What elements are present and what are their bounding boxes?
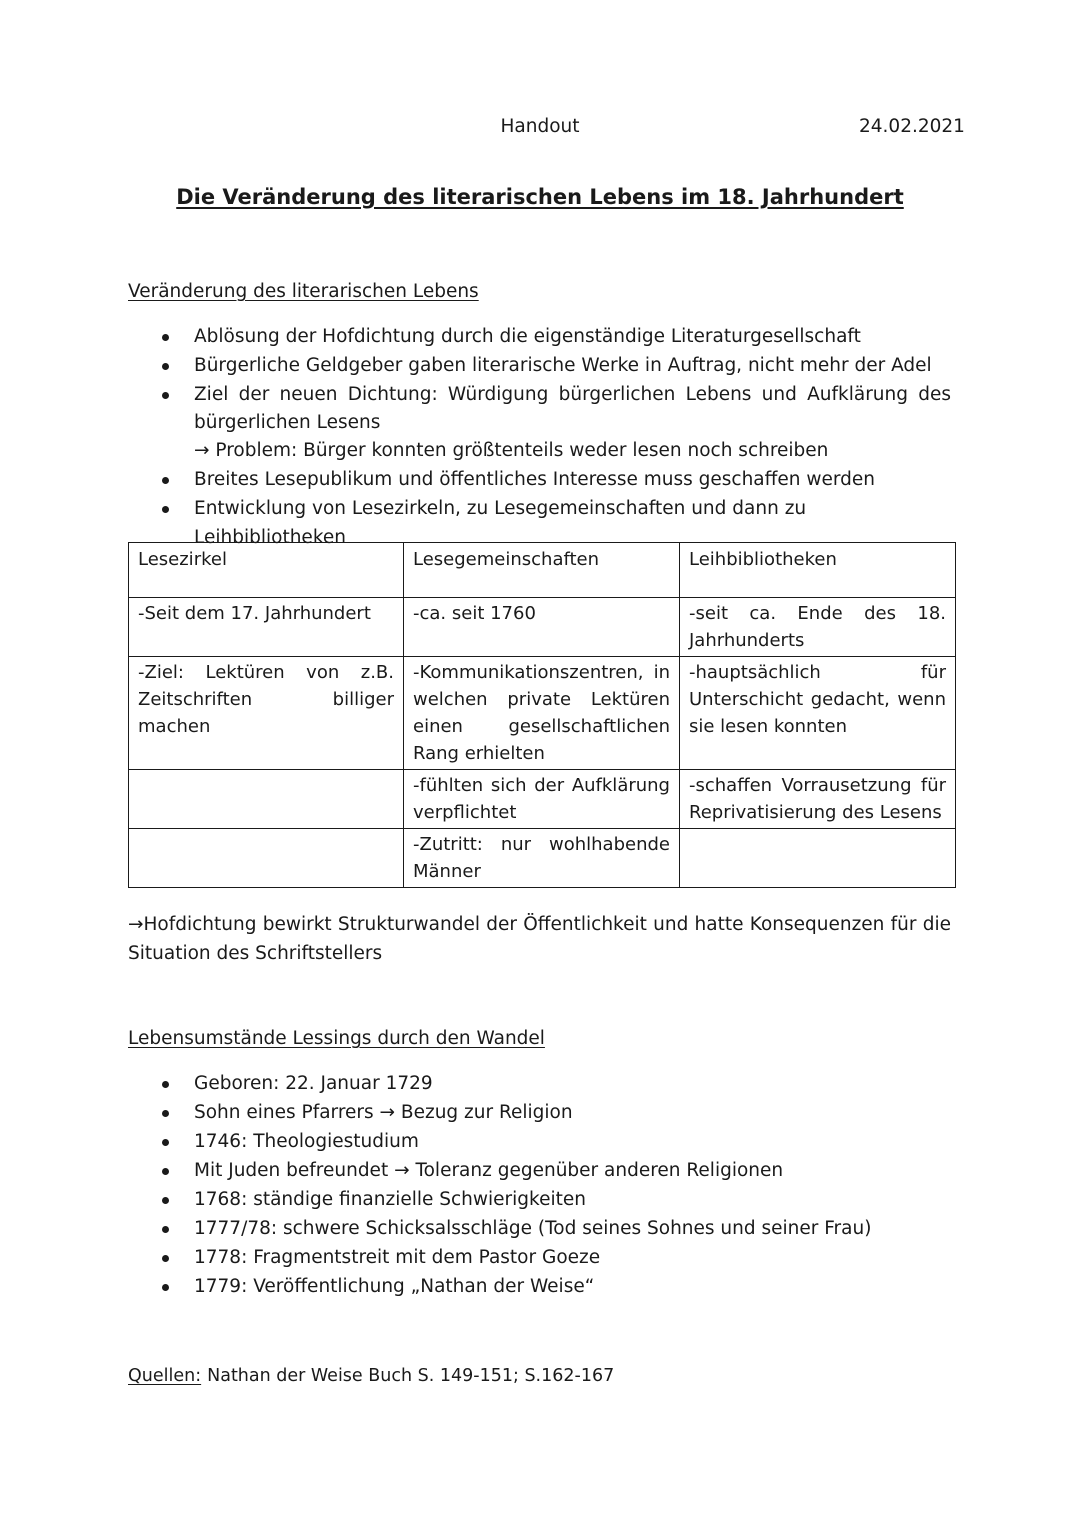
table-header-cell: Lesegemeinschaften [404, 543, 680, 598]
table-row [129, 829, 956, 888]
bullet-icon [162, 1139, 169, 1146]
list-item: Bürgerliche Geldgeber gaben literarische Werke in Auftrag, nicht mehr der Adel [128, 351, 951, 380]
table-cell: -Ziel: Lektüren von z.B. Zeitschriften billiger machen [129, 657, 404, 770]
list-item: 1778: Fragmentstreit mit dem Pastor Goeze [128, 1243, 951, 1272]
table-cell: -seit ca. Ende des 18. Jahrhunderts [680, 598, 956, 657]
bullet-icon [162, 1081, 169, 1088]
bullet-icon [162, 477, 169, 484]
sources-text: Nathan der Weise Buch S. 149-151; S.162-167 [207, 1366, 615, 1386]
bullet-icon [162, 363, 169, 370]
bullet-icon [162, 334, 169, 341]
list-item: Mit Juden befreundet → Toleranz gegenüber anderen Religionen [128, 1156, 951, 1185]
bullet-icon [162, 1197, 169, 1204]
header-date: 24.02.2021 [859, 116, 965, 137]
bullet-icon [162, 1226, 169, 1233]
bullet-icon [162, 1284, 169, 1291]
table-row [129, 598, 956, 657]
table-cell: -Seit dem 17. Jahrhundert [129, 598, 404, 657]
comparison-table [128, 542, 956, 888]
bullet-icon [162, 392, 169, 399]
section-heading-literary-life: Veränderung des literarischen Lebens [128, 281, 479, 302]
list-item: Geboren: 22. Januar 1729 [128, 1069, 951, 1098]
table-row [129, 770, 956, 829]
bullet-icon [162, 506, 169, 513]
list-item: 1779: Veröffentlichung „Nathan der Weise“ [128, 1272, 951, 1301]
list-item: 1777/78: schwere Schicksalsschläge (Tod seines Sohnes und seiner Frau) [128, 1214, 951, 1243]
table-cell: -Zutritt: nur wohlhabende Männer [404, 829, 680, 888]
bullet-icon [162, 1168, 169, 1175]
sources-label: Quellen: [128, 1366, 202, 1386]
table-cell [129, 829, 404, 888]
list-item: Entwicklung von Lesezirkeln, zu Lesegemeinschaften und dann zu Leihbibliotheken [128, 494, 951, 552]
bullet-icon [162, 1110, 169, 1117]
table-header-cell: Leihbibliotheken [680, 543, 956, 598]
list-item: Breites Lesepublikum und öffentliches Interesse muss geschaffen werden [128, 465, 951, 494]
bullet-list-lessing [128, 1069, 951, 1301]
table-row [129, 657, 956, 770]
table-cell: -fühlten sich der Aufklärung verpflichtet [404, 770, 680, 829]
table-cell: -ca. seit 1760 [404, 598, 680, 657]
bullet-list-literary-life [128, 322, 951, 552]
list-item: 1746: Theologiestudium [128, 1127, 951, 1156]
sources-line [128, 1366, 614, 1386]
table-cell [129, 770, 404, 829]
table-header-cell: Lesezirkel [129, 543, 404, 598]
table-cell: -hauptsächlich für Unterschicht gedacht, wenn sie lesen konnten [680, 657, 956, 770]
bullet-icon [162, 1255, 169, 1262]
table-cell: -schaffen Vorrausetzung für Reprivatisierung des Lesens [680, 770, 956, 829]
list-item: Sohn eines Pfarrers → Bezug zur Religion [128, 1098, 951, 1127]
section-heading-lessing: Lebensumstände Lessings durch den Wandel [128, 1028, 545, 1049]
table-cell [680, 829, 956, 888]
table-header-row [129, 543, 956, 598]
list-item: Ablösung der Hofdichtung durch die eigenständige Literaturgesellschaft [128, 322, 951, 351]
list-item: 1768: ständige finanzielle Schwierigkeiten [128, 1185, 951, 1214]
document-title: Die Veränderung des literarischen Lebens im 18. Jahrhundert [176, 185, 904, 209]
header-title: Handout [500, 116, 580, 137]
conclusion-text: →Hofdichtung bewirkt Strukturwandel der Öffentlichkeit und hatte Konsequenzen für die Situation des Schriftstellers [128, 914, 951, 964]
table-cell: -Kommunikationszentren, in welchen private Lektüren einen gesellschaftlichen Rang erhielten [404, 657, 680, 770]
list-item: Ziel der neuen Dichtung: Würdigung bürgerlichen Lebens und Aufklärung des bürgerlichen Lesens → Problem: Bürger konnten größtenteils weder lesen noch schreiben [128, 380, 951, 465]
